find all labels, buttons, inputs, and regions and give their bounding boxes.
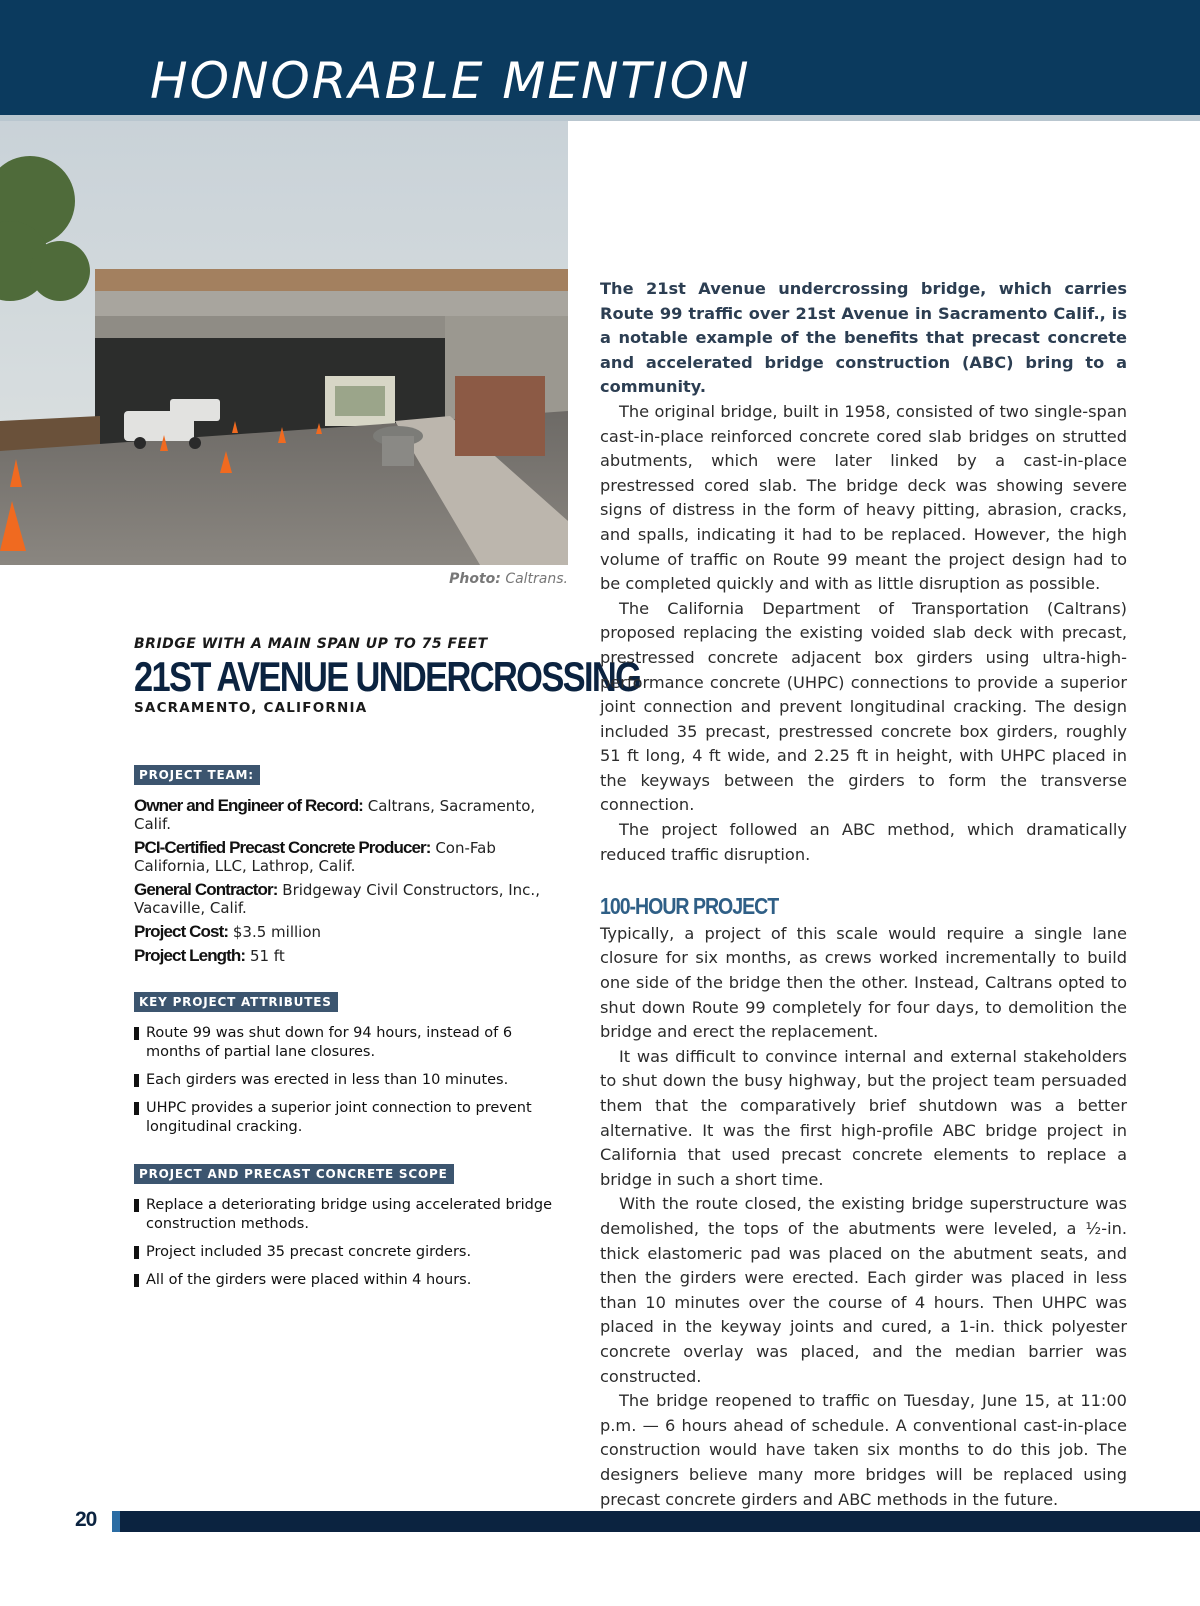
list-item: All of the girders were placed within 4 hours. [134, 1271, 564, 1290]
project-team-heading: PROJECT TEAM: [134, 765, 260, 785]
article-paragraph: The project followed an ABC method, which dramatically reduced traffic disruption. [600, 820, 1127, 864]
team-item [134, 947, 564, 965]
team-item [134, 797, 564, 833]
page-title: HONORABLE MENTION [150, 52, 751, 110]
project-location: SACRAMENTO, CALIFORNIA [134, 700, 368, 716]
key-attributes-section [134, 991, 564, 1137]
list-item: Project included 35 precast concrete girders. [134, 1243, 564, 1262]
scope-section [134, 1163, 564, 1290]
team-item-value: $3.5 million [232, 923, 322, 941]
team-item [134, 839, 564, 875]
project-sidebar [134, 636, 641, 1299]
scope-list [134, 1196, 564, 1290]
team-item-label: General Contractor: [134, 880, 278, 899]
page-number: 20 [75, 1508, 97, 1531]
footer-accent [112, 1511, 120, 1532]
list-item: UHPC provides a superior joint connection to prevent longitudinal cracking. [134, 1099, 564, 1137]
team-item-label: Project Cost: [134, 922, 229, 941]
team-item-label: PCI-Certified Precast Concrete Producer: [134, 838, 431, 857]
team-item [134, 881, 564, 917]
list-item: Each girders was erected in less than 10 minutes. [134, 1071, 564, 1090]
team-item-value: Con-Fab California, LLC, Lathrop, Calif. [134, 839, 496, 875]
article-paragraph: The California Department of Transportation (Caltrans) proposed replacing the existing voided slab deck with precast, prestressed concrete adjacent box girders using ultra-high-performance concrete (UHPC) connections to provide a superior joint connection and prevent longitudinal cracking. The design included 35 precast, prestressed concrete box girders, roughly 51 ft long, 4 ft wide, and 2.25 ft in height, with UHPC placed in the keyways between the girders to form the transverse connection. [600, 598, 1127, 815]
article-paragraph: With the route closed, the existing bridge superstructure was demolished, the tops of the abutments were leveled, a ½-in. thick elastomeric pad was placed on the abutment seats, and then the girders were erected. Each girder was placed in less than 10 minutes over the course of 4 hours. Then UHPC was placed in the keyway joints and cured, a 1-in. thick polyester concrete overlay was placed, and the median barrier was constructed. [600, 1194, 1127, 1386]
team-item-label: Owner and Engineer of Record: [134, 796, 363, 815]
photo-credit-source: Caltrans. [505, 571, 568, 587]
key-attributes-heading: KEY PROJECT ATTRIBUTES [134, 992, 338, 1012]
team-item-value: Caltrans, Sacramento, Calif. [134, 797, 536, 833]
article-paragraph: The original bridge, built in 1958, consisted of two single-span cast-in-place reinforced concrete cored slab bridges on strutted abutments, which were later linked by a cast-in-place prestressed cored slab. The bridge deck was showing severe signs of distress in the form of heavy pitting, abrasion, cracks, and spalls, indicating it had to be replaced. However, the high volume of traffic on Route 99 meant the project design had to be completed quickly and with as little disruption as possible. [600, 401, 1127, 594]
section-subhead: 100-HOUR PROJECT [600, 893, 779, 920]
article-paragraph: Typically, a project of this scale would require a single lane closure for six months, as crews worked incrementally to build one side of the bridge then the other. Instead, Caltrans opted to shut down Route 99 completely for four days, to demolition the bridge and erect the replacement. [600, 923, 1127, 1042]
article-paragraph: It was difficult to convince internal and external stakeholders to shut down the busy highway, but the project team persuaded them that the comparatively brief shutdown was a better alternative. It was the first high-profile ABC bridge project in California that used precast concrete elements to replace a bridge in such a short time. [600, 1046, 1127, 1189]
bridge-photo [0, 121, 568, 565]
list-item: Route 99 was shut down for 94 hours, instead of 6 months of partial lane closures. [134, 1024, 564, 1062]
team-item-value: Bridgeway Civil Constructors, Inc., Vacaville, Calif. [134, 881, 540, 917]
photo-credit-label: Photo: [449, 571, 501, 587]
award-category: BRIDGE WITH A MAIN SPAN UP TO 75 FEET [134, 636, 488, 652]
team-item [134, 923, 564, 941]
project-team-list [134, 797, 564, 965]
key-attributes-list [134, 1024, 564, 1137]
footer-bar [120, 1511, 1200, 1532]
list-item: Replace a deteriorating bridge using accelerated bridge construction methods. [134, 1196, 564, 1234]
team-item-label: Project Length: [134, 946, 246, 965]
photo-credit [449, 571, 568, 587]
scope-heading: PROJECT AND PRECAST CONCRETE SCOPE [134, 1164, 454, 1184]
article-paragraph: The bridge reopened to traffic on Tuesday, June 15, at 11:00 p.m. — 6 hours ahead of schedule. A conventional cast-in-place construction would have taken six months to do this job. The designers believe many more bridges will be replaced using precast concrete girders and ABC methods in the future. [600, 1391, 1127, 1509]
article-lead: The 21st Avenue undercrossing bridge, which carries Route 99 traffic over 21st Avenue in Sacramento Calif., is a notable example of the benefits that precast concrete and accelerated bridge construction (ABC) bring to a community. [600, 279, 1127, 397]
project-team-section [134, 764, 564, 965]
team-item-value: 51 ft [249, 947, 285, 965]
article-body [600, 277, 1127, 1512]
project-title: 21ST AVENUE UNDERCROSSING [134, 653, 641, 700]
